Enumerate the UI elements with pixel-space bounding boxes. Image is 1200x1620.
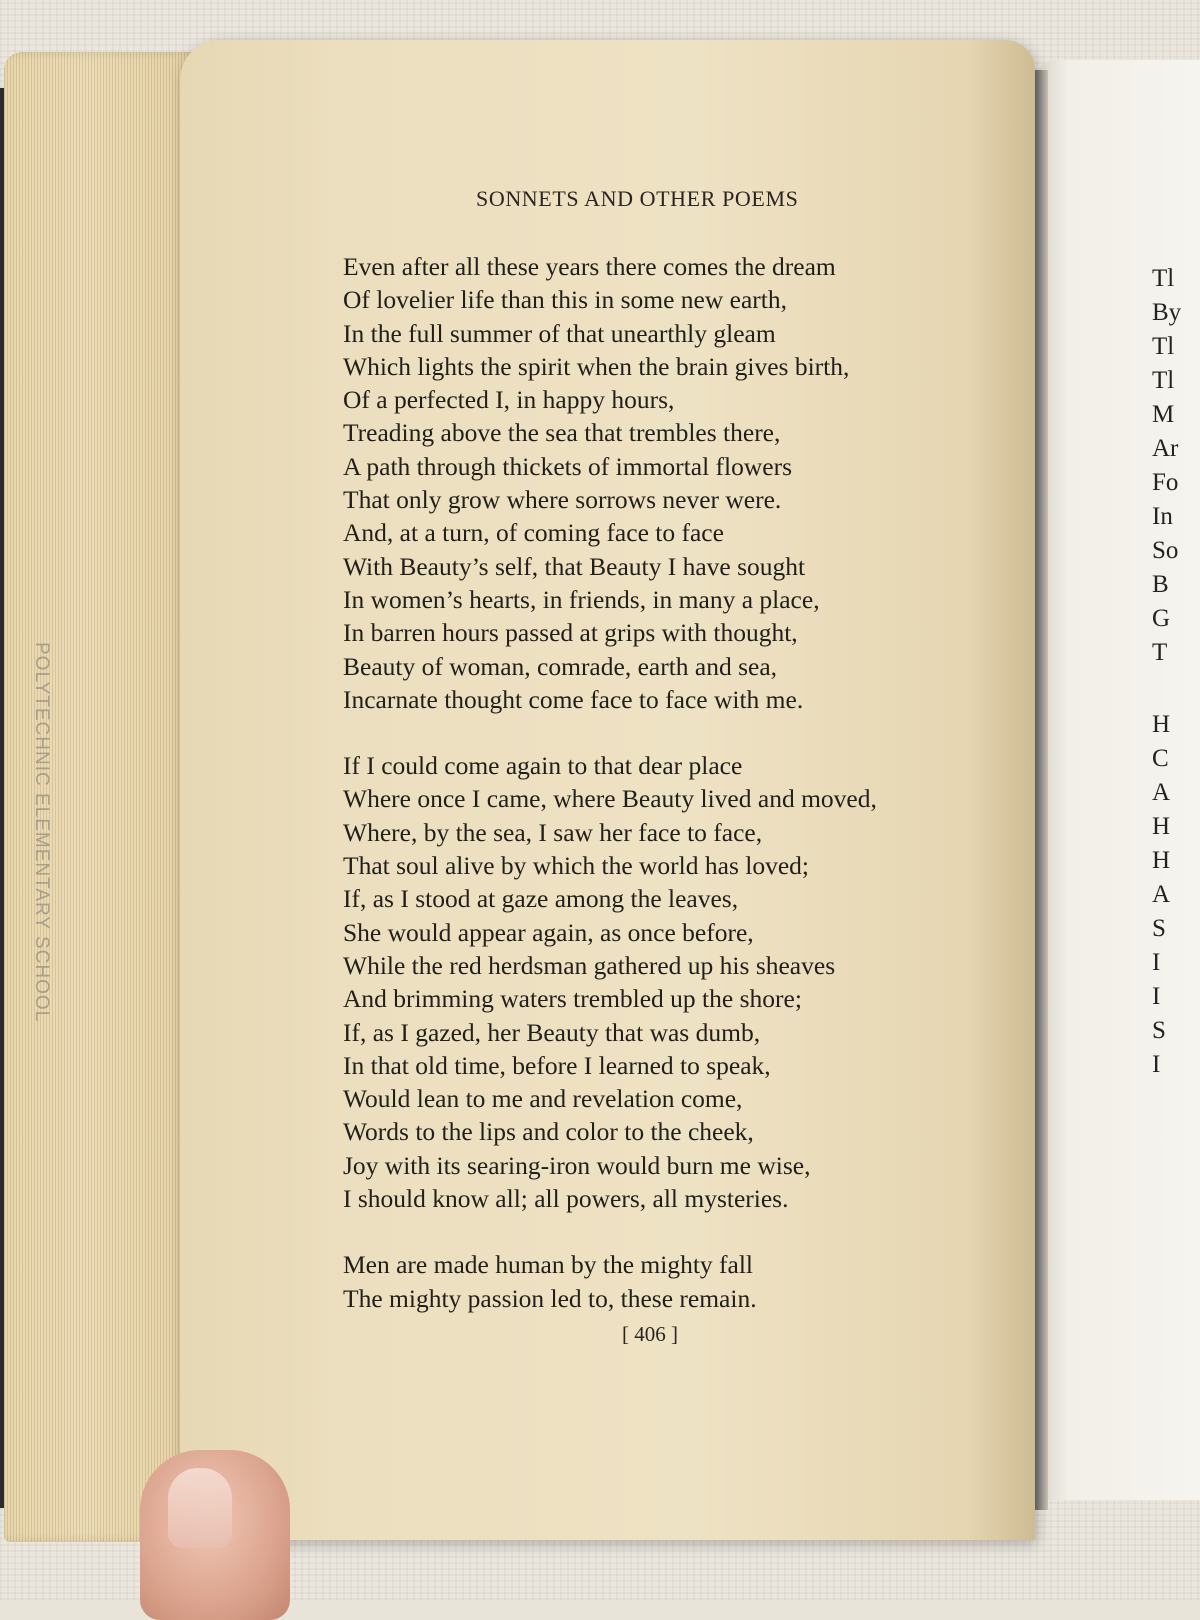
- poem-line: Where once I came, where Beauty lived and moved,: [343, 784, 877, 814]
- poem-line: A path through thickets of immortal flowers: [343, 451, 793, 481]
- poem-line: Would lean to me and revelation come,: [343, 1084, 743, 1114]
- facing-page-line-fragment: Fo: [1152, 469, 1179, 496]
- stanza: [343, 250, 983, 716]
- facing-page-line-fragment: G: [1152, 605, 1171, 632]
- facing-page-line-fragment: S: [1152, 915, 1166, 942]
- facing-page-line-fragment: Tl: [1152, 367, 1175, 394]
- poem-line: Of lovelier life than this in some new earth,: [343, 285, 787, 315]
- facing-page-line-fragment: M: [1152, 401, 1175, 428]
- poem-line: Of a perfected I, in happy hours,: [343, 385, 675, 415]
- poem-line: I should know all; all powers, all mysteries.: [343, 1184, 789, 1214]
- facing-page-line-fragment: B: [1152, 571, 1169, 598]
- edge-stamp: [22, 642, 82, 1042]
- facing-page-line-fragment: H: [1152, 813, 1171, 840]
- poem-line: That soul alive by which the world has loved;: [343, 851, 809, 881]
- poem-line: And, at a turn, of coming face to face: [343, 518, 724, 548]
- poem-line: If, as I gazed, her Beauty that was dumb,: [343, 1017, 761, 1047]
- poem-line: Treading above the sea that trembles there,: [343, 418, 781, 448]
- poem-line: In the full summer of that unearthly gleam: [343, 318, 776, 348]
- facing-page-text: [1152, 262, 1200, 1082]
- poem-line: And brimming waters trembled up the shore;: [343, 984, 802, 1014]
- facing-page-line-fragment: H: [1152, 847, 1171, 874]
- facing-page-line-fragment: I: [1152, 983, 1161, 1010]
- facing-page-line-fragment: H: [1152, 711, 1171, 738]
- poem-line: That only grow where sorrows never were.: [343, 485, 782, 515]
- poem-line: Where, by the sea, I saw her face to face,: [343, 817, 763, 847]
- poem-line: Joy with its searing-iron would burn me wise,: [343, 1150, 811, 1180]
- poem-line: The mighty passion led to, these remain.: [343, 1283, 757, 1313]
- facing-page-line-fragment: I: [1152, 949, 1161, 976]
- poem-line: Incarnate thought come face to face with me.: [343, 684, 804, 714]
- facing-page-line-fragment: A: [1152, 779, 1171, 806]
- poem-line: While the red herdsman gathered up his sheaves: [343, 950, 836, 980]
- facing-page-line-fragment: In: [1152, 503, 1173, 530]
- poem-line: If, as I stood at gaze among the leaves,: [343, 884, 739, 914]
- poem-line: If I could come again to that dear place: [343, 751, 743, 781]
- poem-line: Words to the lips and color to the cheek,: [343, 1117, 754, 1147]
- facing-page-line-fragment: So: [1152, 537, 1179, 564]
- poem-line: With Beauty’s self, that Beauty I have sought: [343, 551, 806, 581]
- facing-page-line-fragment: S: [1152, 1017, 1166, 1044]
- facing-page-line-fragment: Tl: [1152, 333, 1175, 360]
- facing-page-line-fragment: [1152, 670, 1200, 708]
- thumbnail-nail: [168, 1468, 232, 1548]
- facing-page-line-fragment: C: [1152, 745, 1169, 772]
- stanza: [343, 1248, 983, 1315]
- page-number: [ 406 ]: [622, 1322, 678, 1346]
- poem-line: She would appear again, as once before,: [343, 917, 754, 947]
- poem-line: In that old time, before I learned to speak,: [343, 1050, 771, 1080]
- book-page-edges: [4, 52, 204, 1542]
- poem-line: In barren hours passed at grips with thought,: [343, 618, 798, 648]
- poem-body: [343, 250, 983, 1348]
- running-head: SONNETS AND OTHER POEMS: [476, 186, 799, 211]
- facing-page-line-fragment: T: [1152, 639, 1168, 666]
- facing-page-line-fragment: A: [1152, 881, 1171, 908]
- poem-line: Men are made human by the mighty fall: [343, 1250, 754, 1280]
- poem-line: Even after all these years there comes the dream: [343, 252, 836, 281]
- poem-line: In women’s hearts, in friends, in many a place,: [343, 584, 820, 614]
- edge-stamp-text: POLYTECHNIC ELEMENTARY SCHOOL: [31, 642, 52, 1023]
- stanza: [343, 749, 983, 1215]
- poem-line: Which lights the spirit when the brain gives birth,: [343, 351, 850, 381]
- facing-page-line-fragment: Ar: [1152, 435, 1179, 462]
- facing-page-line-fragment: Tl: [1152, 265, 1175, 292]
- facing-page-line-fragment: By: [1152, 299, 1182, 326]
- facing-page-line-fragment: I: [1152, 1051, 1161, 1078]
- poem-line: Beauty of woman, comrade, earth and sea,: [343, 651, 778, 681]
